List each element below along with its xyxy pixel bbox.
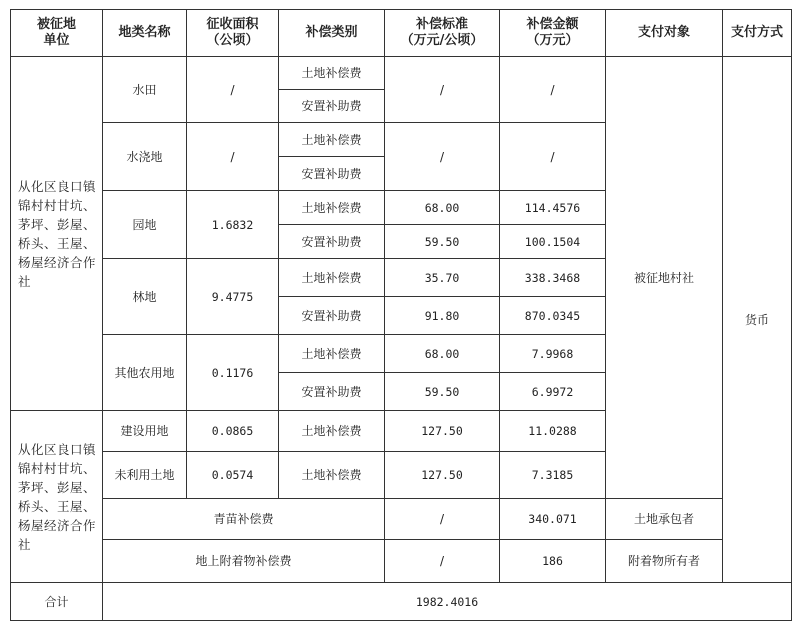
standard-cell: 91.80: [385, 297, 500, 335]
area-cell: 0.0574: [187, 452, 279, 499]
header-amount: 补偿金额 （万元）: [500, 10, 606, 57]
comp-type-cell: 土地补偿费: [279, 259, 385, 297]
crops-amount: 340.071: [500, 499, 606, 540]
crops-standard: /: [385, 499, 500, 540]
area-cell: 9.4775: [187, 259, 279, 335]
comp-type-cell: 土地补偿费: [279, 335, 385, 373]
amount-cell: 11.0288: [500, 411, 606, 452]
comp-type-cell: 安置补助费: [279, 297, 385, 335]
attachments-amount: 186: [500, 540, 606, 583]
amount-cell: 338.3468: [500, 259, 606, 297]
unit-name: 从化区良口镇锦村村甘坑、茅坪、彭屋、桥头、王屋、杨屋经济合作社: [11, 411, 103, 583]
compensation-table: [10, 9, 792, 621]
amount-cell: /: [500, 123, 606, 191]
area-cell: 1.6832: [187, 191, 279, 259]
comp-type-cell: 土地补偿费: [279, 123, 385, 157]
standard-cell: 68.00: [385, 191, 500, 225]
amount-cell: 100.1504: [500, 225, 606, 259]
standard-cell: 68.00: [385, 335, 500, 373]
comp-type-cell: 土地补偿费: [279, 191, 385, 225]
land-type-cell: 未利用土地: [103, 452, 187, 499]
standard-cell: 127.50: [385, 411, 500, 452]
land-type-cell: 建设用地: [103, 411, 187, 452]
header-comp-type: 补偿类别: [279, 10, 385, 57]
crops-row: [11, 499, 792, 540]
land-type-cell: 园地: [103, 191, 187, 259]
header-payee: 支付对象: [606, 10, 723, 57]
area-cell: 0.1176: [187, 335, 279, 411]
comp-type-cell: 安置补助费: [279, 157, 385, 191]
amount-cell: /: [500, 57, 606, 123]
land-type-cell: 其他农用地: [103, 335, 187, 411]
standard-cell: /: [385, 123, 500, 191]
land-type-cell: 水浇地: [103, 123, 187, 191]
table-row: [11, 57, 792, 90]
attachments-standard: /: [385, 540, 500, 583]
comp-type-cell: 土地补偿费: [279, 57, 385, 90]
comp-type-cell: 安置补助费: [279, 90, 385, 123]
standard-cell: 127.50: [385, 452, 500, 499]
area-cell: /: [187, 57, 279, 123]
crops-label: 青苗补偿费: [103, 499, 385, 540]
header-standard: 补偿标准 （万元/公顷）: [385, 10, 500, 57]
amount-cell: 870.0345: [500, 297, 606, 335]
header-unit: 被征地 单位: [11, 10, 103, 57]
amount-cell: 7.9968: [500, 335, 606, 373]
payee-village: 被征地村社: [606, 57, 723, 499]
header-land-type: 地类名称: [103, 10, 187, 57]
standard-cell: 59.50: [385, 225, 500, 259]
attachments-row: [11, 540, 792, 583]
standard-cell: 35.70: [385, 259, 500, 297]
attachments-payee: 附着物所有者: [606, 540, 723, 583]
land-type-cell: 林地: [103, 259, 187, 335]
comp-type-cell: 土地补偿费: [279, 411, 385, 452]
land-type-cell: 水田: [103, 57, 187, 123]
total-label: 合计: [11, 583, 103, 621]
comp-type-cell: 安置补助费: [279, 373, 385, 411]
area-cell: /: [187, 123, 279, 191]
amount-cell: 114.4576: [500, 191, 606, 225]
comp-type-cell: 土地补偿费: [279, 452, 385, 499]
total-amount: 1982.4016: [103, 583, 792, 621]
crops-payee: 土地承包者: [606, 499, 723, 540]
standard-cell: /: [385, 57, 500, 123]
comp-type-cell: 安置补助费: [279, 225, 385, 259]
amount-cell: 6.9972: [500, 373, 606, 411]
area-cell: 0.0865: [187, 411, 279, 452]
header-method: 支付方式: [723, 10, 792, 57]
attachments-label: 地上附着物补偿费: [103, 540, 385, 583]
standard-cell: 59.50: [385, 373, 500, 411]
amount-cell: 7.3185: [500, 452, 606, 499]
total-row: [11, 583, 792, 621]
header-row: [11, 10, 792, 57]
payment-method: 货币: [723, 57, 792, 583]
unit-name: 从化区良口镇锦村村甘坑、茅坪、彭屋、桥头、王屋、杨屋经济合作社: [11, 57, 103, 411]
header-area: 征收面积 （公顷）: [187, 10, 279, 57]
